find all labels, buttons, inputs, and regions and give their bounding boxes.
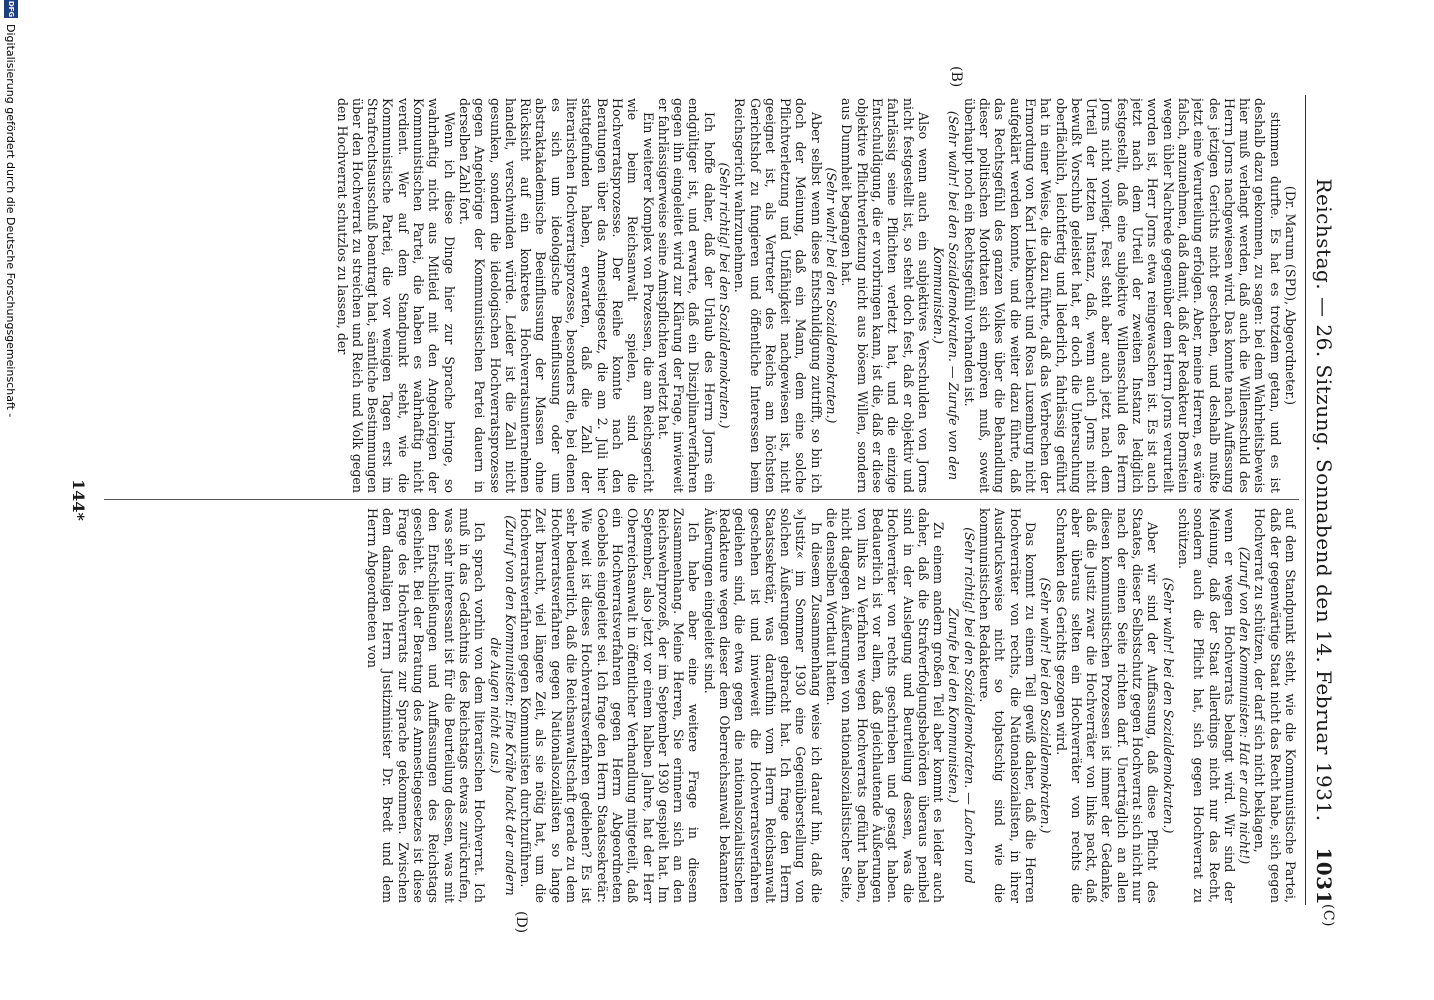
- interjection: (Zuruf von den Kommunisten: Hat er auch nicht!): [1237, 546, 1253, 865]
- paragraph: Aber wir sind der Auffassung, daß diese Pflicht des Staates, dieser Selbstschutz gegen Hochverrat sich nicht nur nach der einen Seite richten darf. Unerträglich an allen diesen kommunistischen Prozessen ist immer der Gedanke, daß die Justiz zwar die Hochverräter von links packt, daß aber überaus selten ein Hochverräter von rechts die Schranken des Gerichts gezogen wird.: [1053, 508, 1161, 903]
- digitization-bar: [0, 0, 19, 1000]
- paragraph: Ich habe aber eine weitere Frage in diesem Zusammenhang. Meine Herren, Sie erinnern sich an den Reichswehrprozeß, der im September 1930 gespielt hat. Im September, also jetzt vor einem halben Jahre, hat der Herr Oberreichsanwalt in öffentlicher Verhandlung mitgeteilt, daß ein Hochverratsverfahren gegen Herrn Abgeordneten Goebbels eingeleitet sei. Ich frage den Herrn Staatssekretär: Wie weit ist dieses Hochverratsverfahren gediehen? Es ist sehr bedauerlich, daß die Reichsanwaltschaft gerade zu dem Hochverratsverfahren gegen Nationalsozialisten so lange Zeit braucht, viel längere Zeit, als sie nötig hat, um die Hochverratsverfahren gegen Kommunisten durchzuführen.: [518, 508, 702, 903]
- paragraph: Ich sprach vorhin von dem literarischen Hochverrat. Ich muß in das Gedächtnis des Reichstags etwas zurückrufen, was sehr interessant ist für die Beurteilung dessen, was mit den Entschließungen und Auffassungen des Reichstags geschieht. Bei der Beratung des Amnestiegesetzes ist diese Frage des Hochverrats zur Sprache gekommen. Zwischen dem damaligen Herrn Justizminister Dr. Bredt und dem Herrn Abgeordneten von: [365, 508, 488, 903]
- paragraph: Aber selbst wenn diese Entschuldigung zutrifft, so bin ich doch der Meinung, daß ein Mann, dem eine solche Pflichtverletzung und Unfähigkeit nachgewiesen ist, nicht geeignet ist, als Vertreter des Reichs am höchsten Gerichtshof zu fungieren und öffentliche Interessen beim Reichsgericht wahrzunehmen.: [732, 98, 824, 493]
- paragraph: Ich hoffe daher, daß der Urlaub des Herrn Jorns ein endgültiger ist, und erwarte, daß ein Disziplinarverfahren gegen ihn eingeleitet wird zur Klärung der Frage, inwieweit er fahrlässigerweise seine Amtspflichten verletzt hat.: [655, 98, 717, 493]
- interjection: (Zuruf von den Kommunisten: Eine Krähe hackt der andern die Augen nicht aus.): [487, 515, 518, 896]
- digitization-note: Digitalisierung gefördert durch die Deutsche Forschungsgemeinschaft -: [4, 24, 17, 418]
- paragraph: Wenn ich diese Dinge hier zur Sprache bringe, so wahrhaftig nicht aus Mitleid mit den Angehörigen der Kommunistischen Partei, die haben es wahrhaftig nicht verdient. Wer auf dem Standpunkt steht, wie die Kommunistische Partei, die vor wenigen Tagen erst im Strafrechtsausschuß beantragt hat, sämtliche Bestimmungen über den Hochverrat zu streichen und Reich und Volk gegen den Hochverrat schutzlos zu lassen, der: [334, 98, 457, 493]
- paragraph: Das kommt zu einem Teil gewiß daher, daß die Herren Hochverräter von rechts, die Nationalsozialisten, in ihrer Ausdrucksweise nicht so tolpatschig sind wie die kommunistischen Redakteure.: [977, 508, 1038, 903]
- paragraph: Ein weiterer Komplex von Prozessen, die am Reichsgericht wie beim Reichsanwalt spielen, sind die Hochverratsprozesse. Der Reihe konnte nach den Beratungen über das Amnestiegesetz, die am 2. Juli hier stattgefunden haben, erwarten, daß die Zahl der literarischen Hochverratsprozesse, besonders die, bei denen es sich um ideologische Beeinflussung oder um abstraktakademische Beeinflussung der Massen ohne Rücksicht auf ein konkretes Hochverratsunternehmen handelt, verschwinden würde. Leider ist die Zahl nicht gesunken, sondern die ideologischen Hochverratsprozesse gegen Angehörige der Kommunistischen Partei dauern in derselben Zahl fort.: [456, 98, 656, 493]
- column-divider: [104, 499, 1299, 500]
- paragraph: Also wenn auch ein subjektives Verschulden von Jorns nicht festgestellt ist, so steht doch fest, daß er objektiv und fahrlässig seine Pflichten verletzt hat, und die einzige Entschuldigung, die er vorbringen kann, ist die, daß er diese objektive Pflichtverletzung nicht aus bösem Willen, sondern aus Dummheit begangen hat.: [839, 98, 931, 493]
- interjection: (Sehr wahr! bei den Sozialdemokraten.): [1160, 577, 1176, 834]
- sheet-signature: 144*: [69, 479, 88, 521]
- page-number: 1031: [1312, 847, 1336, 905]
- paragraph: stimmen durfte. Es hat es trotzdem getan, und es ist deshalb dazu gekommen, zu sagen: bei dem Wahrheitsbeweis hier muß verlangt werden, daß auch die Willensschuld des Herrn Jorns nachgewiesen wird. Das konnte nach Auffassung des jetzigen Gerichts nicht geschehen, und deshalb mußte jetzt eine Verurteilung erfolgen. Aber, meine Herren, es wäre falsch, anzunehmen, daß damit, daß der Redakteur Bornstein wegen übler Nachrede gegenüber dem Herrn Jorns verurteilt worden ist, Herr Jorns etwa reingewaschen ist. Es ist auch jetzt nach dem Urteil der zweiten Instanz lediglich festgestellt, daß eine subjektive Willensschuld des Herrn Jorns nicht vorliegt. Fest steht aber auch jetzt nach dem Urteil der letzten Instanz, daß, wenn auch Jorns nicht bewußt Vorschub geleistet hat, er doch die Untersuchung oberflächlich, leichtfertig und liederlich, fahrlässig geführt hat in einer Weise, die dazu führte, daß das Verbrechen der Ermordung von Karl Liebknecht und Rosa Luxemburg nicht aufgeklärt werden konnte, und die weiter dazu führte, daß das Rechtsgefühl des ganzen Volkes über die Behandlung dieser politischen Mordtaten sich empören muß, soweit überhaupt noch ein Rechtsgefühl vorhanden ist.: [961, 98, 1283, 493]
- interjection: (Sehr wahr! bei den Sozialdemokraten. — Zurufe von den Kommunisten.): [931, 110, 962, 481]
- speaker-line: (Dr. Marum (SPD), Abgeordneter.): [1283, 185, 1298, 406]
- paragraph: auf dem Standpunkt steht, wie die Kommunistische Partei, daß der gegenwärtige Staat nicht das Recht habe, sich gegen Hochverrat zu schützen, der darf sich nicht beklagen,: [1252, 508, 1298, 903]
- right-column: [108, 508, 1298, 903]
- paragraph: In diesem Zusammenhang weise ich darauf hin, daß die »Justiz« im Sommer 1930 eine Gegenüberstellung von solchen Äußerungen gebracht hat. Ich frage den Herrn Staatssekretär, was daraufhin vom Herrn Reichsanwalt geschehen ist und inwieweit die Hochverratsverfahren gediehen sind, die etwa gegen die nationalsozialistischen Redakteure wegen dieser dem Oberreichsanwalt bekannten Äußerungen eingeleitet sind.: [701, 508, 824, 903]
- interjection: (Sehr richtig! bei den Sozialdemokraten. — Lachen und Zurufe bei den Kommunisten.): [946, 527, 977, 884]
- header-title: Reichstag. — 26. Sitzung. Sonnabend den 14. Februar 1931.: [1312, 178, 1336, 822]
- dfg-logo-icon: DFG: [4, 0, 18, 18]
- margin-letter-c: (C): [1320, 903, 1336, 927]
- page-header: [1308, 95, 1336, 927]
- paragraph: Zu einem andern großen Teil aber kommt es leider auch daher, daß die Strafverfolgungsbehörden überaus penibel sind in der Auslegung und Beurteilung dessen, was die Hochverräter von rechts geschrieben und gesagt haben. Bedauerlich ist vor allem, daß gleichlautende Äußerungen von links zu Verfahren wegen Hochverrats geführt haben, nicht dagegen Äußerungen von nationalsozialistischer Seite, die denselben Wortlaut hatten.: [824, 508, 947, 903]
- paragraph: wenn er wegen Hochverrats belangt wird. Wir sind der Meinung, daß der Staat allerdings nicht nur das Recht, sondern auch die Pflicht hat, sich gegen Hochverrat zu schützen.: [1175, 508, 1237, 903]
- interjection: (Sehr richtig! bei den Sozialdemokraten.): [717, 162, 733, 429]
- header-rule: [1305, 95, 1306, 905]
- left-column: [108, 98, 1298, 493]
- interjection: (Sehr wahr! bei den Sozialdemokraten.): [1038, 577, 1054, 834]
- interjection: (Sehr wahr! bei den Sozialdemokraten.): [824, 167, 840, 424]
- margin-letter-b: (B): [948, 66, 964, 88]
- margin-letter-d: (D): [513, 911, 529, 934]
